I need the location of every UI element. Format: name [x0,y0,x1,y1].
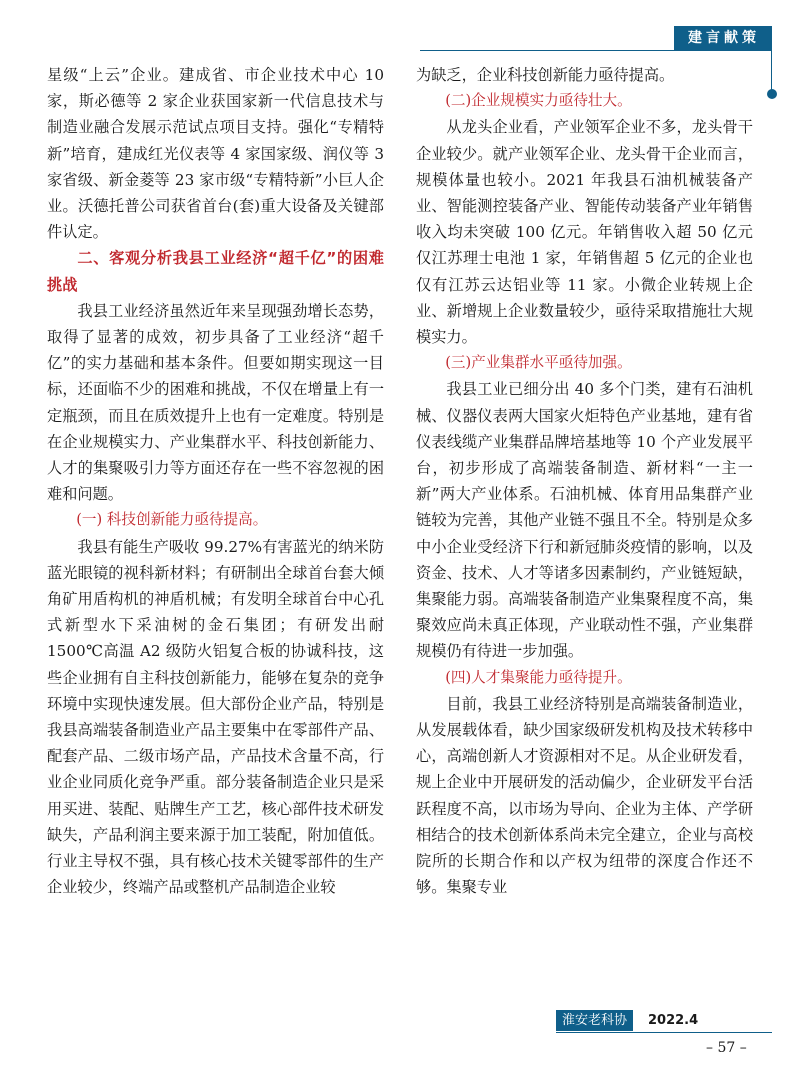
section-heading: (二)企业规模实力亟待壮大。 [445,92,632,110]
header-vertical-rule [771,30,772,92]
section-heading: (一) 科技创新能力亟待提高。 [76,511,268,529]
section-heading: 二、客观分析我县工业经济“超千亿”的困难挑战 [47,249,384,294]
journal-name: 淮安老科协 [556,1010,633,1031]
paragraph: 我县有能生产吸收 99.27%有害蓝光的纳米防蓝光眼镜的视科新材料；有研制出全球首台套大倾角矿用盾构机的神盾机械；有发明全球首台中心孔式新型水下采油树的金石集团；有研发出耐 1500℃高温 A2 级防火铝复合板的协诚科技，这些企业拥有自主科技创新能力，能够在复杂的竞争环境中实现快速发展。但大部份企业产品，特别是我县高端装备制造业产品主要集中在零部件产品、配套产品、二级市场产品，产品技术含量不高，行业企业同质化竞争严重。部分装备制造企业只是采用买进、装配、贴牌生产工艺，核心部件技术研发缺失，产品利润主要来源于加工装配，附加值低。行业主导权不强，具有核心技术关键零部件的生产企业较少，终端产品或整机产品制造企业较 [47,537,384,897]
section-tab: 建言献策 [674,26,772,50]
paragraph: 从龙头企业看，产业领军企业不多，龙头骨干企业较少。就产业领军企业、龙头骨干企业而言，规模体量也较小。2021 年我县石油机械装备产业、智能测控装备产业、智能传动装备产业年销售收入均未突破 100 亿元。年销售收入超 50 亿元仅江苏理士电池 1 家，年销售超 5 亿元的企业也仅有江苏云达铝业等 11 家。小微企业转规上企业、新增规上企业数量较少，亟待采取措施壮大规模实力。 [416,118,753,347]
header-rule [420,50,772,51]
issue-number: 2022.4 [648,1013,699,1028]
left-column [47,62,384,901]
paragraph: 我县工业已细分出 40 多个门类，建有石油机械、仪器仪表两大国家火炬特色产业基地，建有省仪表线缆产业集群品牌培基地等 10 个产业发展平台，初步形成了高端装备制造、新材料“一主一新”两大产业体系。石油机械、体育用品集群产业链较为完善，其他产业链不强且不全。特别是众多中小企业受经济下行和新冠肺炎疫情的影响，以及资金、技术、人才等诸多因素制约，产业链短缺，集聚能力弱。高端装备制造产业集聚程度不高，集聚效应尚未真正体现，产业联动性不强，产业集群规模仍有待进一步加强。 [416,380,753,661]
footer-rule [556,1032,772,1033]
page-number: – 57 – [706,1040,747,1056]
paragraph: 目前，我县工业经济特别是高端装备制造业，从发展载体看，缺少国家级研发机构及技术转移中心，高端创新人才资源相对不足。从企业研发看，规上企业中开展研发的活动偏少，企业研发平台活跃程度不高，以市场为导向、企业为主体、产学研相结合的技术创新体系尚未完全建立，企业与高校院所的长期合作和以产权为纽带的深度合作还不够。集聚专业 [416,694,753,897]
section-heading: (四)人才集聚能力亟待提升。 [445,668,632,686]
header-dot-icon [767,89,777,99]
paragraph: 为缺乏，企业科技创新能力亟待提高。 [416,66,675,84]
paragraph: 我县工业经济虽然近年来呈现强劲增长态势，取得了显著的成效，初步具备了工业经济“超千亿”的实力基础和基本条件。但要如期实现这一目标，还面临不少的困难和挑战，不仅在增量上有一定瓶颈，而且在质效提升上也有一定难度。特别是在企业规模实力、产业集群水平、科技创新能力、人才的集聚吸引力等方面还存在一些不容忽视的困难和问题。 [47,301,384,504]
right-column [416,62,753,901]
paragraph: 星级“上云”企业。建成省、市企业技术中心 10 家，斯必德等 2 家企业获国家新一代信息技术与制造业融合发展示范试点项目支持。强化“专精特新”培育，建成红光仪表等 4 家国家级、润仪等 3 家省级、新金菱等 23 家市级“专精特新”小巨人企业。沃德托普公司获省首台(套)重大设备及关键部件认定。 [47,66,384,242]
section-heading: (三)产业集群水平亟待加强。 [445,354,632,372]
